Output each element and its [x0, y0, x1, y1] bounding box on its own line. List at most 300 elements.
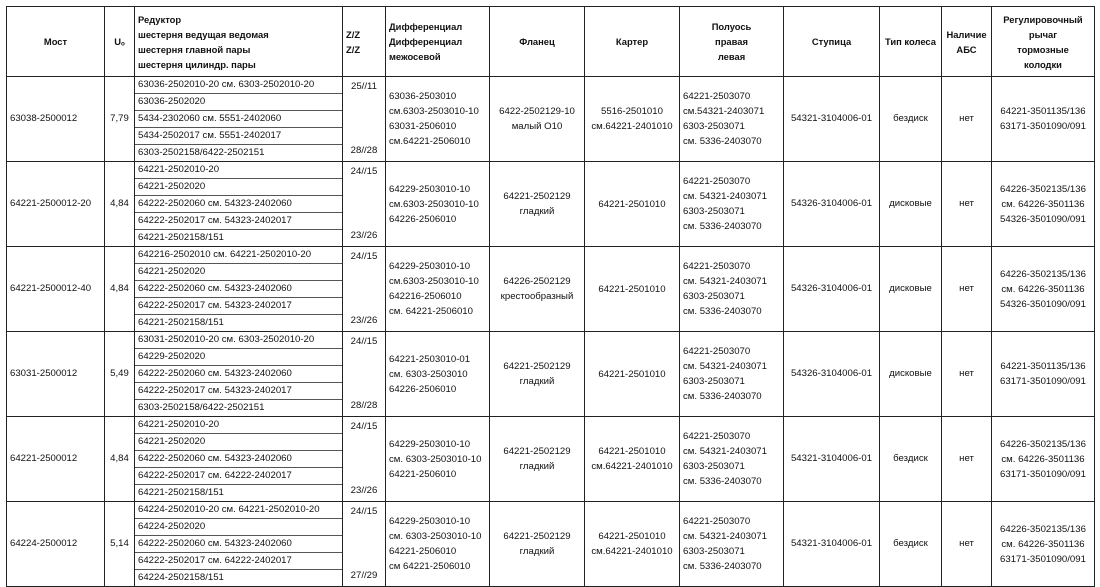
reducer-line: 6303-2502158/6422-2502151 [138, 402, 265, 413]
cell-carter-line: 64221-2501010 [598, 446, 666, 457]
cell-lever [992, 247, 1095, 332]
cell-ratio [105, 502, 135, 587]
ratio-value: 5,14 [110, 538, 129, 549]
reducer-line: 5434-2502017 см. 5551-2402017 [135, 128, 342, 145]
cell-most [7, 417, 105, 502]
differential-line: 64226-2506010 [389, 383, 457, 395]
cell-halfaxle-line: см. 54321-2403071 [683, 191, 767, 202]
zz-value: 25//11 [351, 81, 377, 92]
cell-flange [490, 417, 585, 502]
zz-value: 27//29 [350, 570, 378, 582]
cell-halfaxle-stack [683, 247, 780, 331]
most-number: 64221-2500012 [10, 453, 78, 464]
zz-stack [346, 79, 382, 159]
reducer-line: 63036-2502010-20 см. 6303-2502010-20 [135, 77, 342, 94]
reducer-line: 64229-2502020 [135, 349, 342, 366]
zz-value: 28//28 [350, 145, 378, 157]
zz-stack [346, 164, 382, 244]
cell-zz [343, 247, 386, 332]
cell-lever-stack [995, 502, 1091, 586]
cell-halfaxle [680, 502, 784, 587]
cell-flange-line: гладкий [519, 546, 555, 557]
wheel-type: дисковые [889, 198, 932, 209]
cell-halfaxle [680, 417, 784, 502]
cell-halfaxle-line: 6303-2503071 [683, 291, 745, 302]
differential-line: 642216-2506010 [389, 291, 462, 302]
cell-carter-stack [588, 77, 676, 161]
cell-lever-line: 64221-3501135/136 [1000, 106, 1086, 117]
abs-value: нет [959, 538, 974, 549]
reducer-line: 64221-2502020 [135, 264, 342, 281]
header-zz-line: Z/Z [346, 28, 361, 40]
reducer-line: 64222-2502017 см. 64222-2402017 [135, 468, 342, 485]
cell-lever-line: 64226-3502135/136 [1000, 268, 1086, 280]
cell-zz [343, 332, 386, 417]
cell-flange-line: 64221-2502129 [503, 446, 571, 457]
zz-value: 24//15 [350, 506, 378, 517]
cell-most [7, 247, 105, 332]
cell-halfaxle-stack [683, 332, 780, 416]
differential-line: 64229-2503010-10 [389, 438, 471, 450]
header-lever-line: Регулировочный [1003, 13, 1083, 25]
cell-hub [784, 502, 880, 587]
cell-flange-line: крестообразный [500, 291, 574, 302]
reducer-line: 63036-2502020 [135, 94, 342, 111]
cell-flange [490, 77, 585, 162]
cell-abs [942, 162, 992, 247]
cell-flange-line: 64226-2502129 [503, 276, 571, 287]
cell-lever-line: 63171-3501090/091 [1000, 121, 1086, 132]
cell-flange-line: 64221-2502129 [503, 361, 571, 372]
cell-lever-line: 64226-3502135/136 [1000, 183, 1086, 195]
cell-carter [585, 247, 680, 332]
ratio-value: 4,84 [110, 198, 129, 209]
hub-number: 54321-3104006-01 [790, 538, 873, 549]
differential-line: см.6303-2503010-10 [389, 276, 479, 287]
most-number: 64221-2500012-20 [10, 198, 92, 209]
header-halfaxle-line: правая [715, 36, 748, 47]
cell-lever-stack [995, 77, 1091, 161]
cell-most [7, 162, 105, 247]
cell-ratio [105, 247, 135, 332]
cell-halfaxle [680, 162, 784, 247]
table-row [7, 332, 1095, 417]
cell-lever [992, 77, 1095, 162]
cell-wheel [880, 247, 942, 332]
most-number: 63038-2500012 [10, 113, 78, 124]
cell-wheel [880, 502, 942, 587]
cell-halfaxle-line: см. 5336-2403070 [683, 391, 762, 402]
cell-halfaxle-line: 6303-2503071 [683, 121, 745, 132]
cell-carter [585, 502, 680, 587]
header-most: Мост [7, 7, 105, 77]
cell-lever [992, 502, 1095, 587]
cell-flange-stack [493, 77, 581, 161]
cell-flange [490, 332, 585, 417]
cell-halfaxle-line: 6303-2503071 [683, 376, 745, 387]
differential-line: см 64221-2506010 [389, 561, 471, 572]
cell-lever-line: 64226-3502135/136 [1000, 523, 1086, 535]
cell-ratio [105, 77, 135, 162]
cell-lever [992, 332, 1095, 417]
header-lever-line: колодки [1024, 58, 1062, 70]
zz-stack [346, 249, 382, 329]
cell-carter-line: 64221-2501010 [598, 368, 666, 380]
zz-stack [346, 504, 382, 584]
header-abs-line: АБС [956, 43, 977, 55]
header-halfaxle-line: левая [717, 51, 746, 62]
wheel-type: бездиск [893, 453, 928, 464]
reducer-line: 5434-2302060 см. 5551-2402060 [135, 111, 342, 128]
abs-value: нет [959, 283, 974, 294]
reducer-line: 64221-2502020 [135, 179, 342, 196]
cell-carter-line: см.64221-2401010 [591, 461, 673, 472]
header-abs [942, 7, 992, 77]
differential-line: 64221-2506010 [389, 546, 457, 557]
wheel-type: бездиск [893, 538, 928, 549]
cell-flange-line: гладкий [519, 206, 555, 217]
cell-zz [343, 417, 386, 502]
header-ratio: Uₒ [105, 7, 135, 77]
reducer-line: 64221-2502010-20 [135, 162, 342, 179]
differential-line: 64226-2506010 [389, 213, 457, 225]
cell-lever-stack [995, 332, 1091, 416]
zz-stack [346, 334, 382, 414]
cell-flange [490, 247, 585, 332]
differential-line: 64229-2503010-10 [389, 261, 471, 272]
zz-value: 23//26 [350, 230, 378, 242]
cell-halfaxle-line: 6303-2503071 [683, 206, 745, 217]
cell-halfaxle-line: см. 54321-2403071 [683, 361, 767, 372]
cell-carter-line: 64221-2501010 [598, 283, 666, 295]
cell-lever-line: 64226-3502135/136 [1000, 438, 1086, 450]
cell-halfaxle-line: см. 5336-2403070 [683, 476, 762, 487]
cell-halfaxle-line: см. 5336-2403070 [683, 306, 762, 317]
hub-number: 54321-3104006-01 [790, 113, 873, 124]
cell-halfaxle-line: см. 54321-2403071 [683, 276, 767, 287]
cell-lever-line: 54326-3501090/091 [1000, 298, 1086, 310]
cell-abs [942, 332, 992, 417]
cell-halfaxle-line: см.54321-2403071 [683, 106, 765, 117]
reducer-line: 64222-2502017 см. 54323-2402017 [135, 298, 342, 315]
header-lever-line: рычаг [1028, 28, 1058, 40]
cell-differential [386, 77, 490, 162]
cell-halfaxle-line: 64221-2503070 [683, 261, 751, 272]
cell-lever-line: 63171-3501090/091 [1000, 468, 1086, 480]
reducer-line: 63031-2502010-20 см. 6303-2502010-20 [135, 332, 342, 349]
cell-flange-stack [493, 502, 581, 586]
cell-abs [942, 502, 992, 587]
hub-number: 54326-3104006-01 [790, 198, 873, 209]
header-zz [343, 7, 386, 77]
cell-hub [784, 247, 880, 332]
cell-halfaxle-line: 64221-2503070 [683, 516, 751, 527]
differential-line: см.6303-2503010-10 [389, 198, 479, 210]
header-differential [386, 7, 490, 77]
table-row [7, 77, 1095, 162]
table-row [7, 162, 1095, 247]
zz-value: 28//28 [350, 400, 378, 412]
cell-flange-stack [493, 417, 581, 501]
cell-differential [386, 332, 490, 417]
cell-lever-line: см. 64226-3501136 [1001, 198, 1085, 210]
header-zz-line: Z/Z [346, 43, 361, 55]
zz-value: 23//26 [350, 315, 378, 327]
ratio-value: 4,84 [110, 453, 129, 464]
cell-ratio [105, 417, 135, 502]
header-reducer-line: шестерня главной пары [138, 43, 251, 55]
abs-value: нет [959, 198, 974, 209]
differential-line: 64221-2506010 [389, 468, 457, 480]
reducer-line: 64222-2502017 см. 64222-2402017 [135, 553, 342, 570]
cell-carter [585, 162, 680, 247]
differential-line: см. 6303-2503010 [389, 368, 468, 380]
cell-flange-line: 6422-2502129-10 [499, 106, 575, 117]
cell-flange-stack [493, 162, 581, 246]
differential-line: см.64221-2506010 [389, 136, 471, 147]
cell-most [7, 77, 105, 162]
cell-wheel [880, 417, 942, 502]
cell-wheel [880, 332, 942, 417]
differential-line: 63036-2503010 [389, 91, 457, 102]
header-reducer-line: Редуктор [138, 13, 182, 25]
cell-zz [343, 162, 386, 247]
cell-carter-stack [588, 417, 676, 501]
cell-carter-stack [588, 332, 676, 416]
cell-most [7, 332, 105, 417]
differential-line: см. 64221-2506010 [389, 306, 473, 317]
parts-table-sheet [6, 6, 1094, 583]
reducer-line: 64222-2502060 см. 54323-2402060 [135, 281, 342, 298]
header-carter: Картер [585, 7, 680, 77]
cell-lever-line: 54326-3501090/091 [1000, 213, 1086, 225]
cell-lever-line: см. 64226-3501136 [1001, 538, 1085, 550]
cell-carter [585, 77, 680, 162]
cell-hub [784, 332, 880, 417]
cell-halfaxle-line: см. 54321-2403071 [683, 446, 767, 457]
cell-halfaxle-stack [683, 502, 780, 586]
table-row [7, 417, 1095, 502]
reducer-line: 64222-2502017 см. 54323-2402017 [135, 213, 342, 230]
cell-halfaxle [680, 332, 784, 417]
cell-flange-stack [493, 332, 581, 416]
differential-stack [389, 162, 486, 246]
cell-hub [784, 417, 880, 502]
cell-zz [343, 77, 386, 162]
cell-flange-line: гладкий [519, 376, 555, 387]
wheel-type: дисковые [889, 283, 932, 294]
cell-halfaxle-line: 6303-2503071 [683, 546, 745, 557]
differential-line: см.6303-2503010-10 [389, 106, 479, 117]
cell-flange [490, 162, 585, 247]
cell-lever-line: 63171-3501090/091 [1000, 553, 1086, 565]
cell-flange-stack [493, 247, 581, 331]
differential-stack [389, 417, 486, 501]
cell-carter-line: 64221-2501010 [598, 198, 666, 210]
differential-line: см. 6303-2503010-10 [389, 453, 482, 465]
abs-value: нет [959, 113, 974, 124]
cell-abs [942, 247, 992, 332]
cell-halfaxle-line: см. 5336-2403070 [683, 561, 762, 572]
hub-number: 54326-3104006-01 [790, 368, 873, 379]
reducer-line: 64222-2502017 см. 54323-2402017 [135, 383, 342, 400]
reducer-line: 64221-2502158/151 [138, 487, 224, 498]
differential-line: 64221-2503010-01 [389, 353, 471, 365]
cell-halfaxle-line: см. 5336-2403070 [683, 136, 762, 147]
ratio-value: 4,84 [110, 283, 129, 294]
cell-wheel [880, 77, 942, 162]
header-hub: Ступица [784, 7, 880, 77]
cell-differential [386, 502, 490, 587]
reducer-line: 64221-2502010-20 [135, 417, 342, 434]
wheel-type: бездиск [893, 113, 928, 124]
cell-lever-stack [995, 247, 1091, 331]
table-row [7, 502, 1095, 587]
reducer-line: 64221-2502158/151 [138, 232, 224, 243]
differential-line: 64229-2503010-10 [389, 183, 471, 195]
cell-zz [343, 502, 386, 587]
reducer-line: 64224-2502020 [135, 519, 342, 536]
cell-lever-line: 64221-3501135/136 [1000, 361, 1086, 372]
reducer-line: 64222-2502060 см. 54323-2402060 [135, 196, 342, 213]
cell-ratio [105, 162, 135, 247]
differential-stack [389, 502, 486, 586]
differential-line: 63031-2506010 [389, 121, 457, 132]
reducer-line: 64221-2502158/151 [138, 317, 224, 328]
differential-line: 64229-2503010-10 [389, 516, 471, 527]
header-abs-line: Наличие [946, 28, 987, 40]
cell-halfaxle-stack [683, 77, 780, 161]
cell-differential [386, 162, 490, 247]
cell-halfaxle-line: 64221-2503070 [683, 91, 751, 102]
zz-value: 24//15 [350, 166, 378, 177]
cell-halfaxle-line: 64221-2503070 [683, 346, 751, 357]
cell-wheel [880, 162, 942, 247]
most-number: 64221-2500012-40 [10, 283, 92, 294]
differential-stack [389, 77, 486, 161]
reducer-line: 64222-2502060 см. 54323-2402060 [135, 536, 342, 553]
cell-halfaxle [680, 247, 784, 332]
cell-most [7, 502, 105, 587]
cell-halfaxle-line: 6303-2503071 [683, 461, 745, 472]
cell-halfaxle-line: см. 54321-2403071 [683, 531, 767, 542]
cell-reducer [135, 332, 343, 417]
cell-halfaxle-line: 64221-2503070 [683, 176, 751, 187]
cell-differential [386, 417, 490, 502]
reducer-line: 64224-2502158/151 [138, 572, 224, 583]
cell-carter-line: см.64221-2401010 [591, 546, 673, 557]
cell-reducer [135, 502, 343, 587]
cell-lever-stack [995, 417, 1091, 501]
header-differential-line: Дифференциал [389, 21, 463, 32]
header-row [7, 7, 1095, 77]
cell-carter-stack [588, 247, 676, 331]
cell-halfaxle-line: см. 5336-2403070 [683, 221, 762, 232]
differential-stack [389, 332, 486, 416]
cell-reducer [135, 417, 343, 502]
cell-carter-stack [588, 502, 676, 586]
cell-flange-line: 64221-2502129 [503, 191, 571, 202]
zz-value: 23//26 [350, 485, 378, 497]
abs-value: нет [959, 453, 974, 464]
cell-carter-stack [588, 162, 676, 246]
cell-lever-stack [995, 162, 1091, 246]
reducer-line: 64221-2502020 [135, 434, 342, 451]
differential-line: см. 6303-2503010-10 [389, 531, 482, 542]
ratio-value: 5,49 [110, 368, 129, 379]
header-lever [992, 7, 1095, 77]
cell-lever [992, 162, 1095, 247]
cell-halfaxle-line: 64221-2503070 [683, 431, 751, 442]
header-differential-line: Дифференциал [389, 36, 463, 47]
cell-hub [784, 77, 880, 162]
cell-abs [942, 417, 992, 502]
cell-carter-line: 5516-2501010 [601, 106, 663, 117]
ratio-value: 7,79 [110, 113, 129, 124]
most-number: 64224-2500012 [10, 538, 78, 549]
abs-value: нет [959, 368, 974, 379]
cell-halfaxle [680, 77, 784, 162]
zz-stack [346, 419, 382, 499]
cell-ratio [105, 332, 135, 417]
cell-halfaxle-stack [683, 162, 780, 246]
cell-flange-line: малый О10 [511, 121, 563, 132]
reducer-line: 64222-2502060 см. 54323-2402060 [135, 451, 342, 468]
reducer-line: 642216-2502010 см. 64221-2502010-20 [135, 247, 342, 264]
header-reducer-line: шестерня цилиндр. пары [138, 58, 256, 70]
cell-lever-line: см. 64226-3501136 [1001, 283, 1085, 295]
header-lever-line: тормозные [1017, 43, 1069, 55]
reducer-line: 64222-2502060 см. 54323-2402060 [135, 366, 342, 383]
cell-reducer [135, 77, 343, 162]
cell-reducer [135, 247, 343, 332]
header-reducer-line: шестерня ведущая ведомая [138, 28, 269, 40]
cell-hub [784, 162, 880, 247]
header-flange: Фланец [490, 7, 585, 77]
cell-lever-line: см. 64226-3501136 [1001, 453, 1085, 465]
hub-number: 54321-3104006-01 [790, 453, 873, 464]
cell-differential [386, 247, 490, 332]
cell-carter-line: 64221-2501010 [598, 531, 666, 542]
header-reducer [135, 7, 343, 77]
header-wheel: Тип колеса [880, 7, 942, 77]
cell-reducer [135, 162, 343, 247]
zz-value: 24//15 [350, 336, 378, 347]
most-number: 63031-2500012 [10, 368, 78, 379]
zz-value: 24//15 [350, 251, 378, 262]
cell-carter [585, 417, 680, 502]
cell-flange-line: 64221-2502129 [503, 531, 571, 542]
cell-flange-line: гладкий [519, 461, 555, 472]
header-differential-line: межосевой [389, 51, 441, 62]
cell-carter-line: см.64221-2401010 [591, 121, 673, 132]
zz-value: 24//15 [350, 421, 378, 432]
axle-parts-table [6, 6, 1095, 587]
hub-number: 54326-3104006-01 [790, 283, 873, 294]
reducer-line: 6303-2502158/6422-2502151 [138, 147, 265, 158]
table-body [7, 77, 1095, 587]
table-row [7, 247, 1095, 332]
header-halfaxle [680, 7, 784, 77]
cell-lever-line: 63171-3501090/091 [1000, 376, 1086, 387]
cell-carter [585, 332, 680, 417]
cell-halfaxle-stack [683, 417, 780, 501]
wheel-type: дисковые [889, 368, 932, 379]
cell-lever [992, 417, 1095, 502]
header-halfaxle-line: Полуось [711, 21, 752, 32]
differential-stack [389, 247, 486, 331]
reducer-line: 64224-2502010-20 см. 64221-2502010-20 [135, 502, 342, 519]
